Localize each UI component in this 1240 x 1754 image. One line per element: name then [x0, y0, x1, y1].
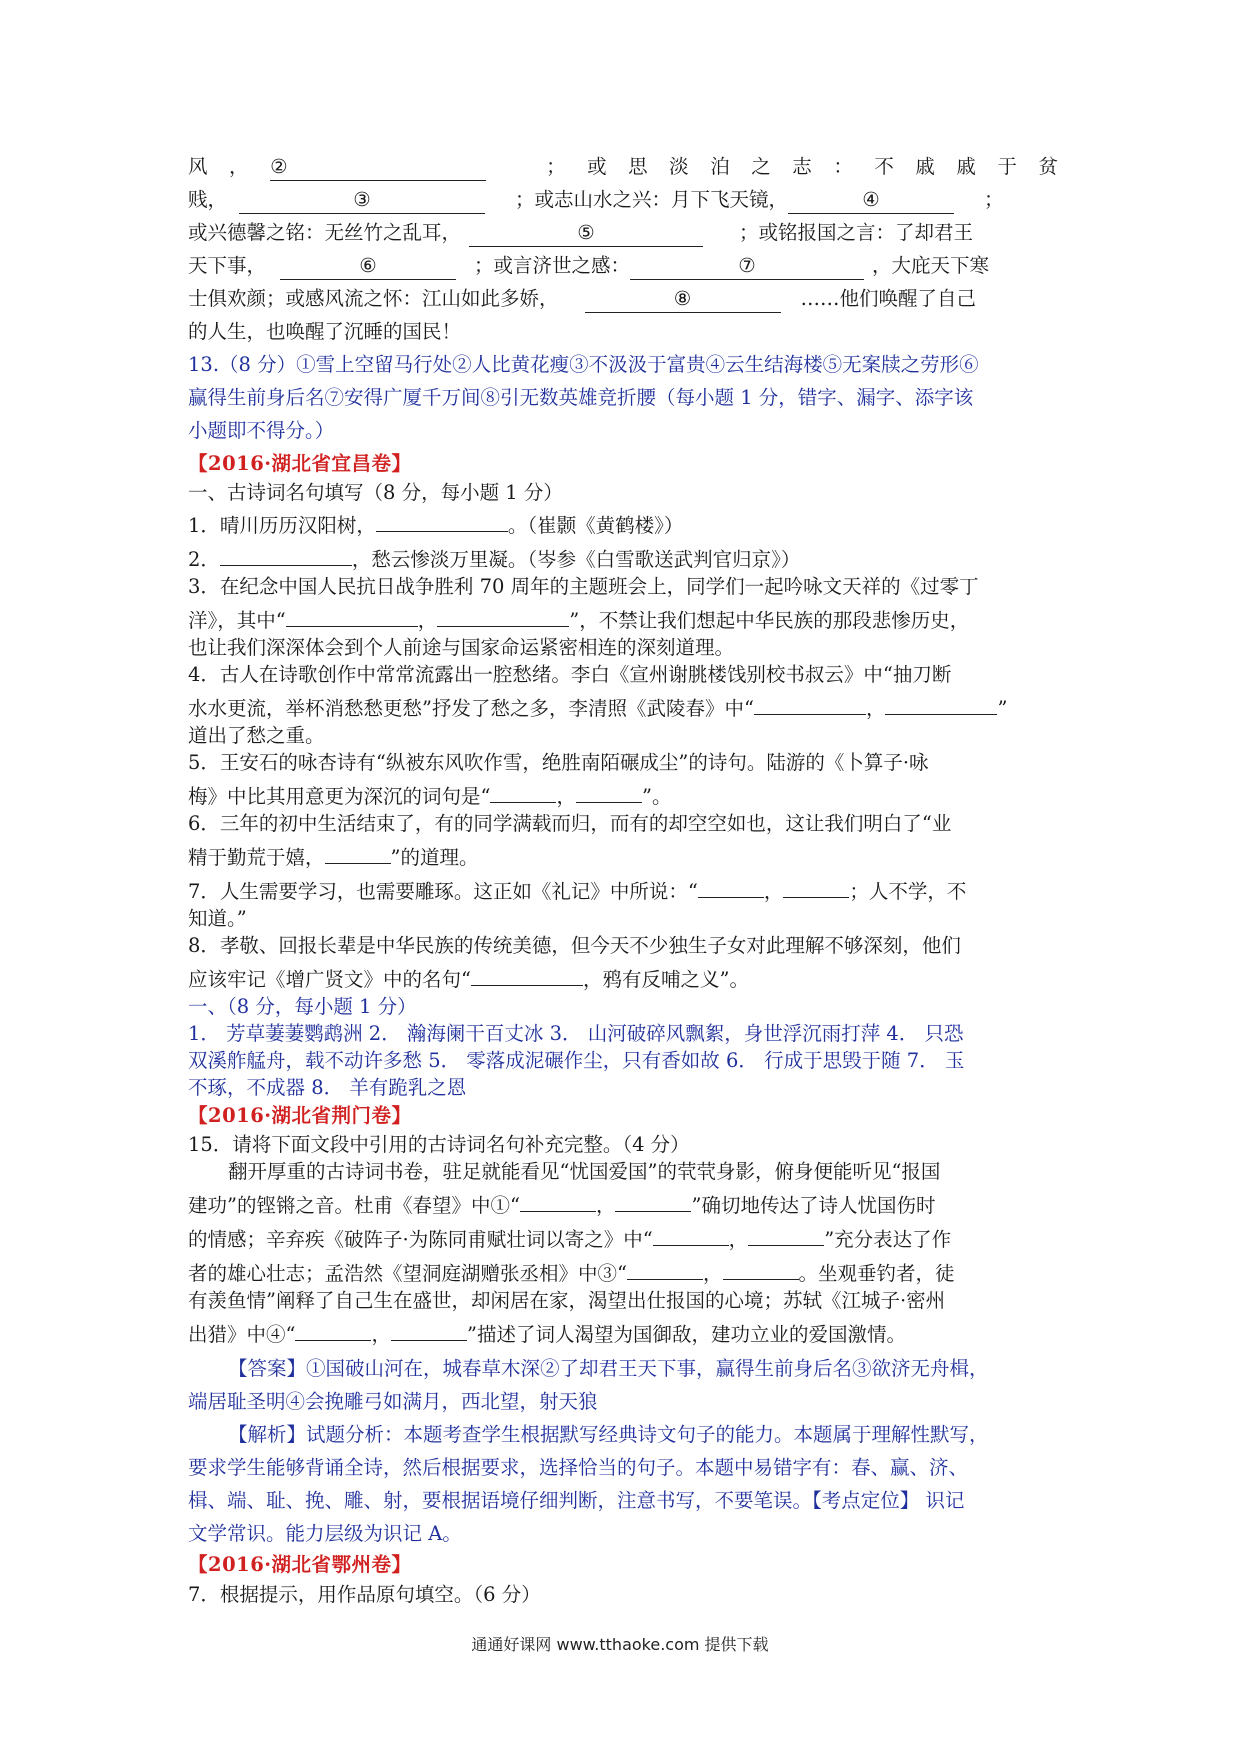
- jingmen-blank-2a[interactable]: [653, 1219, 729, 1246]
- yichang-q8-line-1: 8．孝敬、回报长辈是中华民族的传统美德，但今天不少独生子女对此理解不够深刻，他们: [188, 934, 961, 957]
- yichang-q5-line-1: 5．王安石的咏杏诗有“纵被东风吹作雪，绝胜南陌碾成尘”的诗句。陆游的《卜算子·咏: [188, 751, 929, 774]
- yichang-q6-line-1: 6．三年的初中生活结束了，有的同学满载而归，而有的却空空如也，这让我们明白了“业: [188, 812, 952, 835]
- yichang-q6-line-2: 精于勤荒于嬉， ”的道理。: [188, 837, 1058, 871]
- jingmen-analysis: 【解析】试题分析：本题考查学生根据默写经典诗文句子的能力。本题属于理解性默写， 要求学生能够背诵全诗，然后根据要求，选择恰当的句子。本题中易错字有：春、赢、济、 楫、端、耻、挽、雕、射，要根据语境仔细判断，注意书写，不要笔误。【考点定位】 识记 文学常识。能力层级为识记 A。: [188, 1423, 989, 1545]
- jingmen-blank-4b[interactable]: [391, 1314, 467, 1341]
- section-header-ezhou: 【2016·湖北省鄂州卷】: [188, 1553, 412, 1576]
- yichang-q2-blank[interactable]: [220, 539, 352, 566]
- ezhou-q7: 7．根据提示，用作品原句填空。（6 分）: [188, 1583, 541, 1606]
- jingmen-para-line-4: 者的雄心壮志；孟浩然《望洞庭湖赠张丞相》中③“ ， 。坐观垂钓者，徒: [188, 1253, 1058, 1287]
- yichang-q4-line-2: 水水更流，举杯消愁愁更愁”抒发了愁之多，李清照《武陵春》中“ ， ”: [188, 688, 1058, 722]
- yichang-q7-blank-b[interactable]: [783, 871, 849, 898]
- jingmen-para-line-1: 翻开厚重的古诗词书卷，驻足就能看见“忧国爱国”的茕茕身影，俯身便能听见“报国: [228, 1160, 941, 1183]
- yichang-title: 一、古诗词名句填写（8 分，每小题 1 分）: [188, 481, 563, 504]
- yichang-q2: 2． ，愁云惨淡万里凝。（岑参《白雪歌送武判官归京》）: [188, 539, 1058, 573]
- yichang-q1-blank[interactable]: [376, 505, 508, 532]
- jingmen-para-line-6: 出猎》中④“ ， ”描述了词人渴望为国御敌，建功立业的爱国激情。: [188, 1314, 1058, 1348]
- jingmen-para-line-2: 建功”的铿锵之音。杜甫《春望》中①“ ， ”确切地传达了诗人忧国伤时: [188, 1185, 1058, 1219]
- jingmen-blank-4a[interactable]: [295, 1314, 371, 1341]
- jingmen-blank-3a[interactable]: [627, 1253, 703, 1280]
- jingmen-blank-1a[interactable]: [520, 1185, 596, 1212]
- section-header-jingmen: 【2016·湖北省荆门卷】: [188, 1104, 412, 1127]
- intro-line-4: 天下事， ⑥ ；或言济世之感： ⑦ ，大庇天下寒: [188, 249, 1058, 282]
- blank-8[interactable]: ⑧: [585, 286, 781, 313]
- yichang-q6-blank[interactable]: [325, 837, 391, 864]
- yichang-answers: 1． 芳草萋萋鹦鹉洲 2． 瀚海阑干百丈冰 3． 山河破碎风飘絮，身世浮沉雨打萍 4． 只恐 双溪舴艋舟，载不动许多愁 5． 零落成泥碾作尘，只有香如故 6． 行成于思毁于随 7． 玉 不琢，不成器 8． 羊有跪乳之恩: [188, 1022, 965, 1099]
- intro-line-1: 风，② ；或思淡泊之志：不戚戚于贫: [188, 150, 1058, 183]
- jingmen-para-line-3: 的情感；辛弃疾《破阵子·为陈同甫赋壮词以寄之》中“ ， ”充分表达了作: [188, 1219, 1058, 1253]
- jingmen-blank-2b[interactable]: [748, 1219, 824, 1246]
- yichang-q7-line-1: 7．人生需要学习，也需要雕琢。这正如《礼记》中所说：“ ， ；人不学，不: [188, 871, 1058, 905]
- yichang-q8-blank[interactable]: [471, 959, 583, 986]
- jingmen-blank-3b[interactable]: [723, 1253, 799, 1280]
- section-header-yichang: 【2016·湖北省宜昌卷】: [188, 452, 412, 475]
- intro-line-6: 的人生，也唤醒了沉睡的国民！: [188, 320, 462, 343]
- blank-7[interactable]: ⑦: [630, 253, 864, 280]
- blank-4[interactable]: ④: [788, 187, 954, 214]
- page-footer: 通通好课网 www.tthaoke.com 提供下载: [471, 1635, 769, 1654]
- yichang-q4-line-3: 道出了愁之重。: [188, 724, 325, 747]
- yichang-answer-title: 一、（8 分，每小题 1 分）: [188, 995, 417, 1018]
- yichang-q8-line-2: 应该牢记《增广贤文》中的名句“ ，鸦有反哺之义”。: [188, 959, 1058, 993]
- blank-2[interactable]: ②: [270, 154, 486, 181]
- yichang-q3-line-1: 3．在纪念中国人民抗日战争胜利 70 周年的主题班会上，同学们一起吟咏文天祥的《过零丁: [188, 575, 979, 598]
- blank-6[interactable]: ⑥: [280, 253, 456, 280]
- intro-line-3: 或兴德馨之铭：无丝竹之乱耳， ⑤ ；或铭报国之言：了却君王: [188, 216, 1058, 249]
- yichang-q3-blank-a[interactable]: [286, 600, 418, 627]
- intro-line-5: 士俱欢颜；或感风流之怀：江山如此多娇， ⑧ ……他们唤醒了自己: [188, 282, 1058, 315]
- yichang-q5-blank-b[interactable]: [576, 776, 642, 803]
- yichang-q7-line-2: 知道。”: [188, 907, 247, 930]
- yichang-q4-line-1: 4．古人在诗歌创作中常常流露出一腔愁绪。李白《宣州谢朓楼饯别校书叔云》中“抽刀断: [188, 663, 952, 686]
- document-page: [188, 150, 1058, 1610]
- jingmen-blank-1b[interactable]: [615, 1185, 691, 1212]
- yichang-q7-blank-a[interactable]: [698, 871, 764, 898]
- yichang-q4-blank-b[interactable]: [885, 688, 997, 715]
- yichang-q5-blank-a[interactable]: [490, 776, 556, 803]
- yichang-q5-line-2: 梅》中比其用意更为深沉的词句是“ ， ”。: [188, 776, 1058, 810]
- yichang-q3-blank-b[interactable]: [437, 600, 569, 627]
- intro-line-2: 贱， ③ ；或志山水之兴：月下飞天镜， ④ ；: [188, 183, 1058, 216]
- blank-5[interactable]: ⑤: [469, 220, 703, 247]
- blank-3[interactable]: ③: [239, 187, 485, 214]
- jingmen-answer: 【答案】①国破山河在，城春草木深②了却君王天下事，赢得生前身后名③欲济无舟楫， 端居耻圣明④会挽雕弓如满月，西北望，射天狼: [188, 1357, 989, 1413]
- yichang-q1: 1．晴川历历汉阳树， 。（崔颢《黄鹤楼》）: [188, 505, 1058, 539]
- yichang-q3-line-2: 洋》，其中“ ， ”，不禁让我们想起中华民族的那段悲惨历史，: [188, 600, 1058, 634]
- jingmen-para-line-5: 有羡鱼情”阐释了自己生在盛世，却闲居在家，渴望出仕报国的心境；苏轼《江城子·密州: [188, 1289, 946, 1312]
- jingmen-q15: 15．请将下面文段中引用的古诗词名句补充完整。（4 分）: [188, 1133, 690, 1156]
- yichang-q3-line-3: 也让我们深深体会到个人前途与国家命运紧密相连的深刻道理。: [188, 636, 735, 659]
- answer-13: 13.（8 分）①雪上空留马行处②人比黄花瘦③不汲汲于富贵④云生结海楼⑤无案牍之劳形⑥ 赢得生前身后名⑦安得广厦千万间⑧引无数英雄竞折腰（每小题 1 分，错字、漏字、添字该 小题即不得分。）: [188, 353, 979, 442]
- yichang-q4-blank-a[interactable]: [754, 688, 866, 715]
